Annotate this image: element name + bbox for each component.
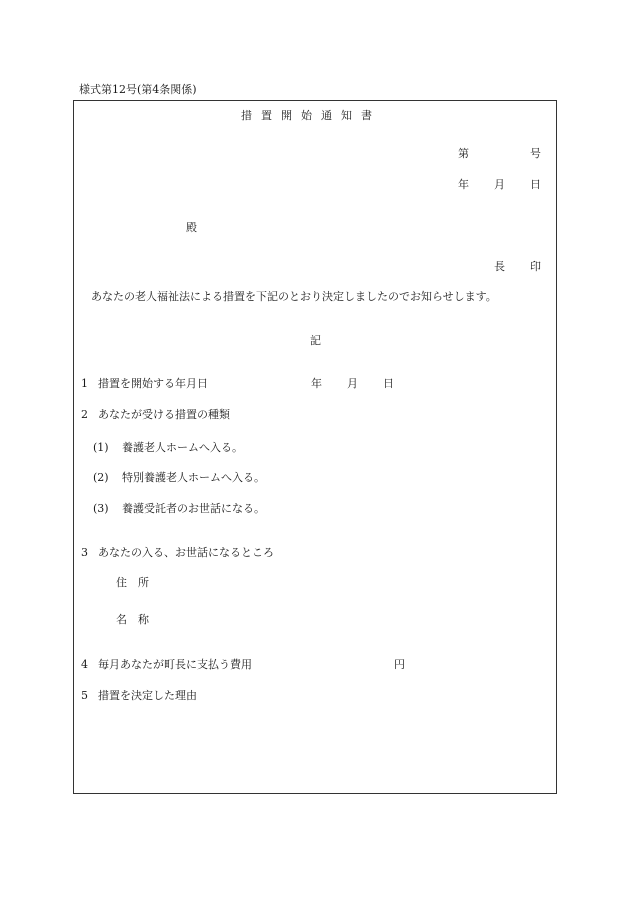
number-prefix: 第	[458, 147, 469, 160]
option-3-number: (3)	[93, 502, 109, 515]
item-2-label: あなたが受ける措置の種類	[98, 408, 230, 421]
option-2-number: (2)	[93, 471, 109, 484]
item-4-number: 4	[81, 658, 88, 671]
option-1-label: 養護老人ホームへ入る。	[122, 441, 243, 454]
item-3-number: 3	[81, 546, 88, 559]
issuer-title: 長	[494, 260, 505, 273]
facility-name-label: 名 称	[116, 613, 149, 626]
number-suffix: 号	[530, 147, 541, 160]
option-2-label: 特別養護老人ホームへ入る。	[122, 471, 265, 484]
item-1-month: 月	[347, 377, 358, 390]
seal-mark: 印	[530, 260, 541, 273]
item-1-year: 年	[311, 377, 322, 390]
option-3-label: 養護受託者のお世話になる。	[122, 502, 265, 515]
date-month: 月	[494, 178, 505, 191]
ki-heading: 記	[310, 334, 321, 347]
notice-body-text: あなたの老人福祉法による措置を下記のとおり決定しましたのでお知らせします。	[91, 290, 497, 303]
item-2-number: 2	[81, 408, 88, 421]
option-1-number: (1)	[93, 441, 109, 454]
item-5-label: 措置を決定した理由	[98, 689, 197, 702]
addressee-suffix: 殿	[186, 221, 197, 234]
item-1-day: 日	[383, 377, 394, 390]
item-4-unit: 円	[394, 658, 405, 671]
item-3-label: あなたの入る、お世話になるところ	[98, 546, 274, 559]
form-number-label: 様式第12号(第4条関係)	[79, 83, 197, 96]
item-5-number: 5	[81, 689, 88, 702]
item-1-number: 1	[81, 377, 88, 390]
date-day: 日	[530, 178, 541, 191]
item-1-label: 措置を開始する年月日	[98, 377, 208, 390]
item-4-label: 毎月あなたが町長に支払う費用	[98, 658, 252, 671]
document-title: 措置開始通知書	[241, 109, 381, 122]
address-label: 住 所	[116, 576, 149, 589]
date-year: 年	[458, 178, 469, 191]
